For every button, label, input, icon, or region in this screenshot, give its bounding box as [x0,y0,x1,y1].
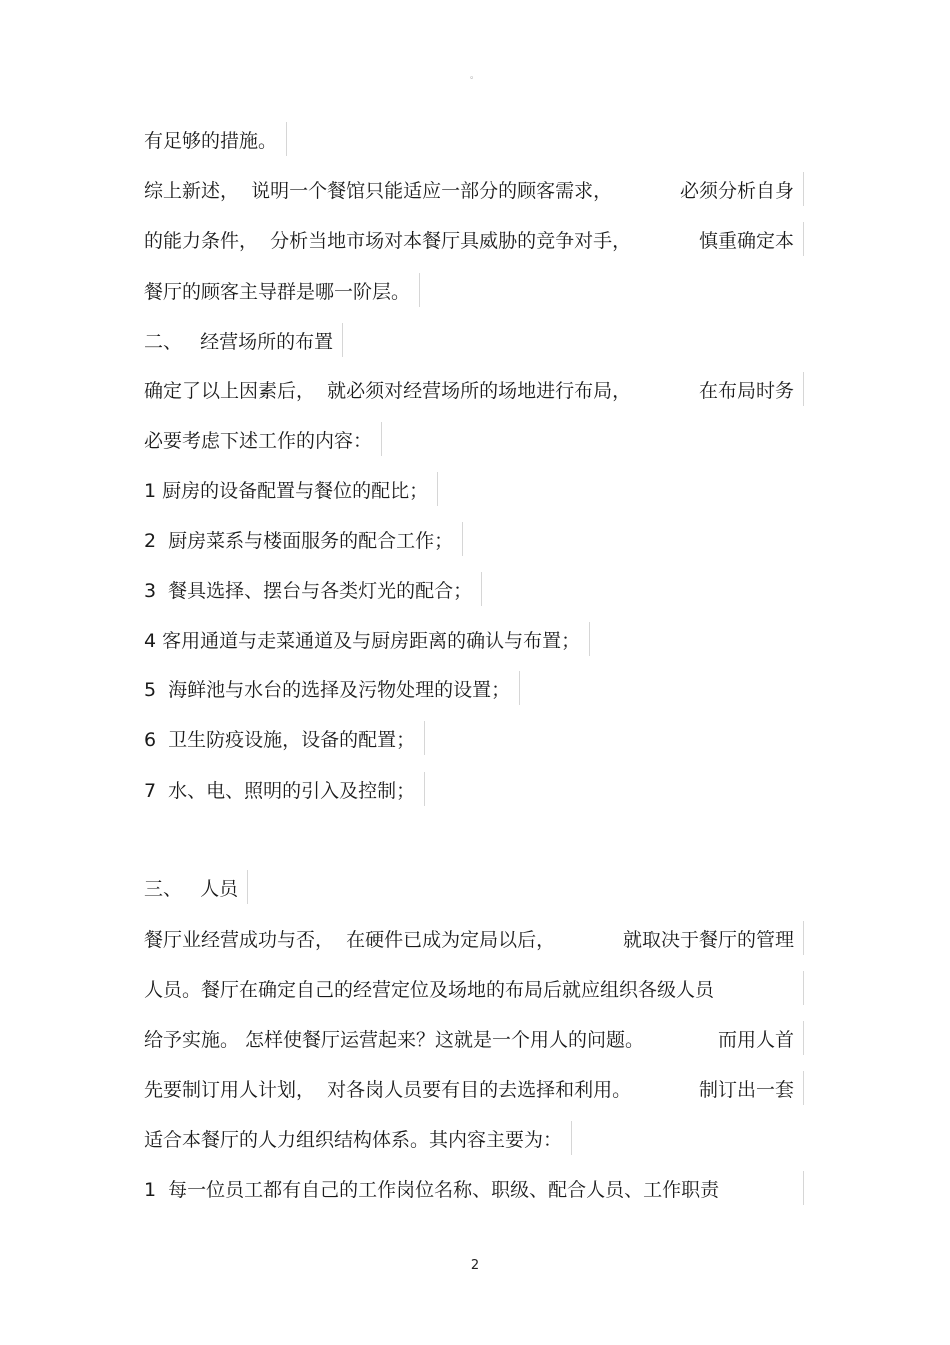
list-item: 1 每一位员工都有自己的工作岗位名称、职级、配合人员、工作职责 [144,1177,804,1203]
list-item: 6 卫生防疫设施，设备的配置； [144,727,425,753]
paragraph-line: 有足够的措施。 [144,128,287,154]
paragraph-line: 的能力条件， 分析当地市场对本餐厅具威胁的竞争对手， 慎重确定本 [144,228,804,254]
paragraph-line: 给予实施。 怎样使餐厅运营起来？这就是一个用人的问题。 而用人首 [144,1027,804,1053]
header-mark: 。 [470,71,480,81]
list-item: 3 餐具选择、摆台与各类灯光的配合； [144,578,482,604]
paragraph-line: 先要制订用人计划， 对各岗人员要有目的去选择和利用。 制订出一套 [144,1077,804,1103]
list-item: 1 厨房的设备配置与餐位的配比； [144,478,438,504]
list-item: 7 水、电、照明的引入及控制； [144,778,425,804]
page-number: 2 [470,1258,480,1273]
paragraph-line: 适合本餐厅的人力组织结构体系。其内容主要为： [144,1127,572,1153]
section-heading: 三、 人员 [144,876,248,902]
list-item: 4 客用通道与走菜通道及与厨房距离的确认与布置； [144,628,590,654]
paragraph-line: 人员。餐厅在确定自己的经营定位及场地的布局后就应组织各级人员 [144,977,804,1003]
paragraph-line: 餐厅业经营成功与否， 在硬件已成为定局以后， 就取决于餐厅的管理 [144,927,804,953]
paragraph-line: 必要考虑下述工作的内容： [144,428,382,454]
list-item: 2 厨房菜系与楼面服务的配合工作； [144,528,463,554]
paragraph-line: 综上新述， 说明一个餐馆只能适应一部分的顾客需求， 必须分析自身 [144,178,804,204]
paragraph-line: 确定了以上因素后， 就必须对经营场所的场地进行布局， 在布局时务 [144,378,804,404]
paragraph-line: 餐厅的顾客主导群是哪一阶层。 [144,279,420,305]
section-heading: 二、 经营场所的布置 [144,329,343,355]
list-item: 5 海鲜池与水台的选择及污物处理的设置； [144,677,520,703]
